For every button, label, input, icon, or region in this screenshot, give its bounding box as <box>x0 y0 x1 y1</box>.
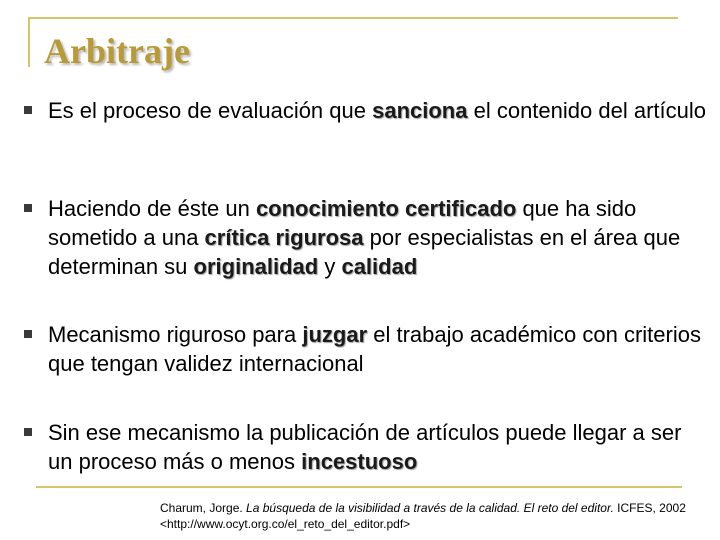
bullet-text-segment: Sin ese mecanismo la publicación de artículos puede llegar a ser un proceso más o menos <box>48 420 682 474</box>
slide-title: Arbitraje <box>44 31 190 71</box>
bullet-text-segment: Haciendo de éste un <box>48 196 256 221</box>
bullet-text-segment: que ha sido sometido a una <box>48 196 637 250</box>
emphasis-term: calidad <box>341 254 418 279</box>
bullet-square-icon <box>24 204 32 212</box>
citation-work: La búsqueda de la visibilidad a través de la calidad. El reto del editor. <box>246 501 614 515</box>
bullet-text <box>48 418 708 476</box>
bullet-text <box>48 194 708 281</box>
bullet-text-segment: Es el proceso de evaluación que <box>48 98 373 123</box>
emphasis-term: conocimiento certificado <box>255 196 517 221</box>
bullet-text-segment: el contenido del artículo <box>467 98 706 123</box>
bottom-divider <box>36 486 682 488</box>
bullet-text-segment: el trabajo académico con criterios que tengan validez internacional <box>48 322 701 376</box>
bullet-square-icon <box>24 106 32 114</box>
emphasis-term: crítica rigurosa <box>204 225 364 250</box>
frame-left-line <box>28 17 30 67</box>
citation-author: Charum, Jorge. <box>160 501 247 515</box>
bullet-text <box>48 320 708 378</box>
citation-source: ICFES, 2002 <http://www.ocyt.org.co/el_reto_del_editor.pdf> <box>160 501 686 531</box>
frame-top-line <box>28 17 678 19</box>
emphasis-term: incestuoso <box>301 449 418 474</box>
emphasis-term: juzgar <box>302 322 368 347</box>
bullet-text-segment: por especialistas en el área que determinan su <box>48 225 681 279</box>
emphasis-term: sanciona <box>372 98 468 123</box>
citation <box>160 500 690 532</box>
bullet-text-segment: y <box>318 254 342 279</box>
emphasis-term: originalidad <box>193 254 319 279</box>
bullet-text <box>48 96 708 125</box>
bullet-square-icon <box>24 428 32 436</box>
bullet-text-segment: Mecanismo riguroso para <box>48 322 303 347</box>
bullet-square-icon <box>24 330 32 338</box>
